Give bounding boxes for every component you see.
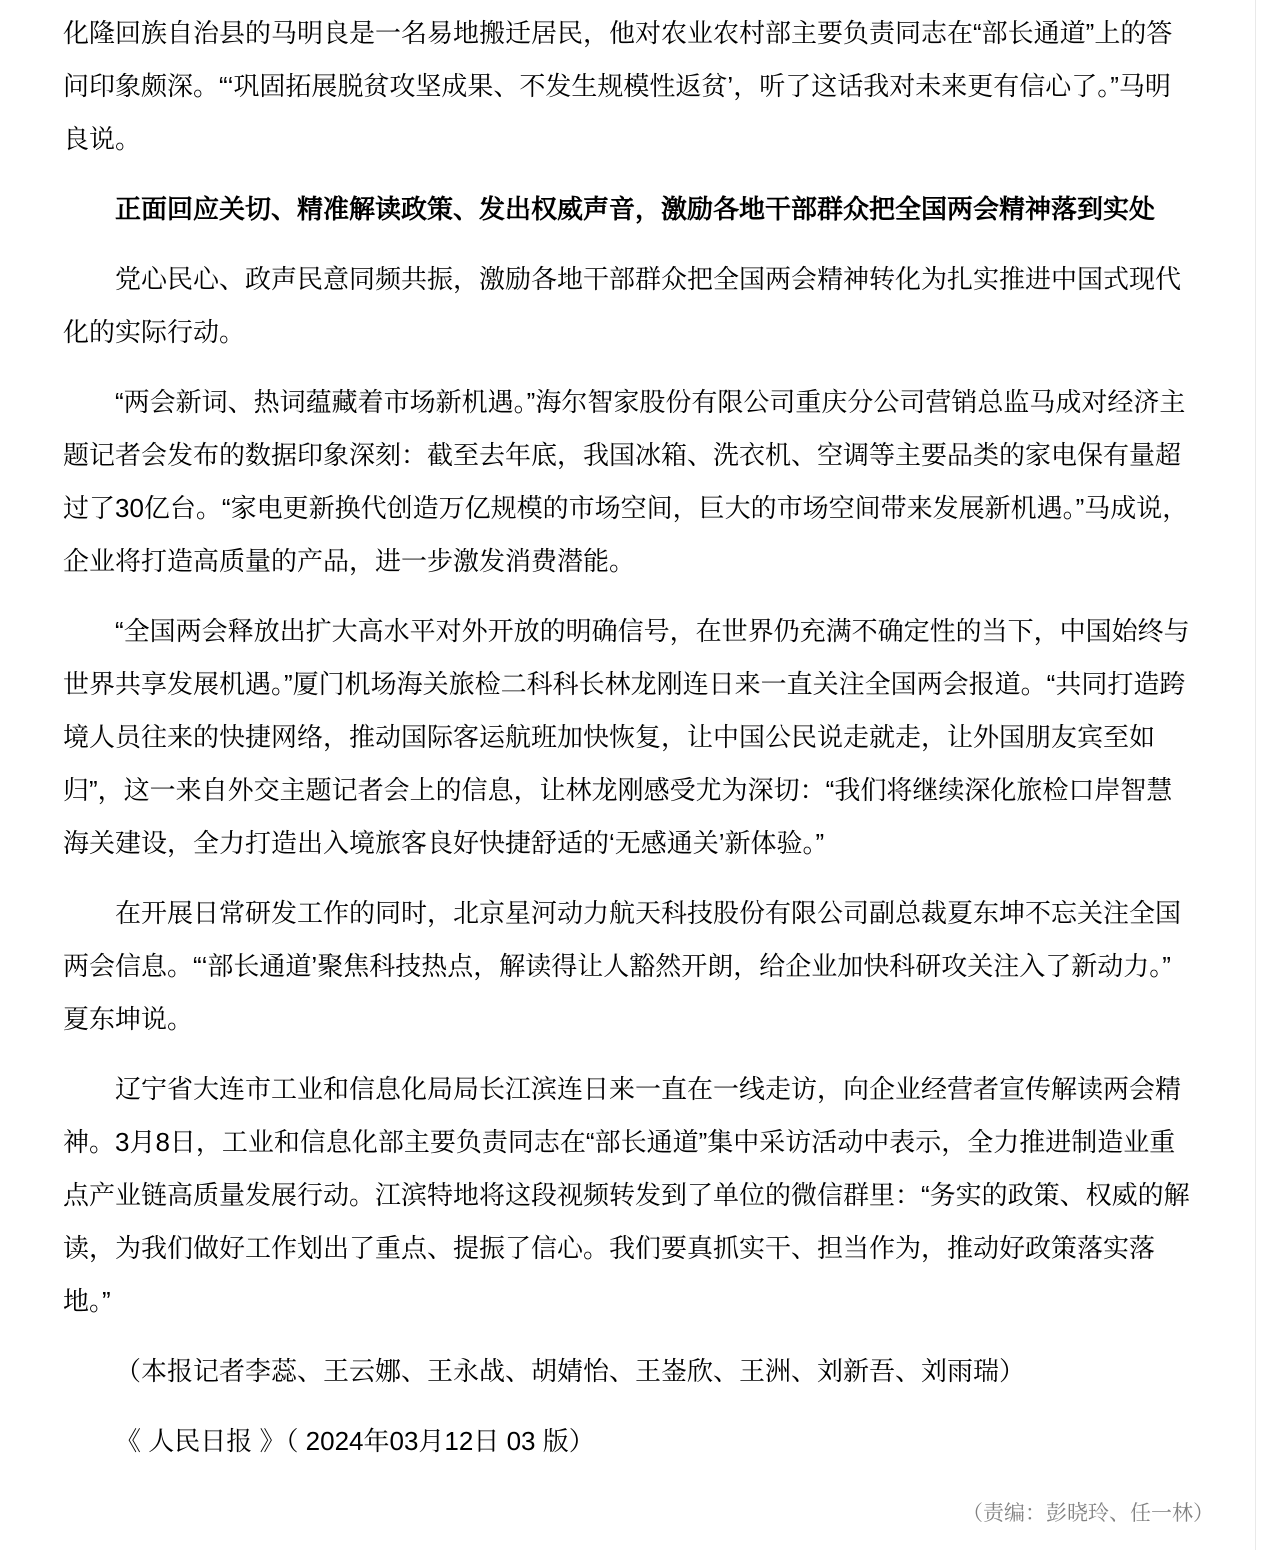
- source-line: 《 人民日报 》（ 2024年03月12日 03 版）: [115, 1426, 595, 1456]
- paragraph-body-1: 党心民心、政声民意同频共振，激励各地干部群众把全国两会精神转化为扎实推进中国式现代化的实际行动。: [63, 264, 1182, 347]
- paragraph-body-3: “全国两会释放出扩大高水平对外开放的明确信号，在世界仍充满不确定性的当下，中国始终与世界共享发展机遇。”厦门机场海关旅检二科科长林龙刚连日来一直关注全国两会报道。“共同打造跨境人员往来的快捷网络，推动国际客运航班加快恢复，让中国公民说走就走，让外国朋友宾至如归”，这一来自外交主题记者会上的信息，让林龙刚感受尤为深切：“我们将继续深化旅检口岸智慧海关建设，全力打造出入境旅客良好快捷舒适的‘无感通关’新体验。”: [63, 616, 1190, 858]
- paragraph-opening-fragment: 化隆回族自治县的马明良是一名易地搬迁居民，他对农业农村部主要负责同志在“部长通道”上的答问印象颇深。“‘巩固拓展脱贫攻坚成果、不发生规模性返贫’，听了这话我对未来更有信心了。”马明良说。: [63, 18, 1173, 154]
- byline: （本报记者李蕊、王云娜、王永战、胡婧怡、王崟欣、王洲、刘新吾、刘雨瑞）: [115, 1356, 1026, 1386]
- article-subhead: 正面回应关切、精准解读政策、发出权威声音，激励各地干部群众把全国两会精神落到实处: [115, 194, 1156, 224]
- paragraph-body-2: “两会新词、热词蕴藏着市场新机遇。”海尔智家股份有限公司重庆分公司营销总监马成对经济主题记者会发布的数据印象深刻：截至去年底，我国冰箱、洗衣机、空调等主要品类的家电保有量超过了30亿台。“家电更新换代创造万亿规模的市场空间，巨大的市场空间带来发展新机遇。”马成说，企业将打造高质量的产品，进一步激发消费潜能。: [63, 387, 1189, 576]
- paragraph-body-4: 在开展日常研发工作的同时，北京星河动力航天科技股份有限公司副总裁夏东坤不忘关注全国两会信息。“‘部长通道’聚焦科技热点，解读得让人豁然开朗，给企业加快科研攻关注入了新动力。”夏东坤说。: [63, 898, 1182, 1034]
- paragraph-body-5: 辽宁省大连市工业和信息化局局长江滨连日来一直在一线走访，向企业经营者宣传解读两会精神。3月8日，工业和信息化部主要负责同志在“部长通道”集中采访活动中表示，全力推进制造业重点产业链高质量发展行动。江滨特地将这段视频转发到了单位的微信群里：“务实的政策、权威的解读，为我们做好工作划出了重点、提振了信心。我们要真抓实干、担当作为，推动好政策落实落地。”: [63, 1074, 1190, 1316]
- editor-credit: （责编：彭晓玲、任一林）: [962, 1501, 1214, 1525]
